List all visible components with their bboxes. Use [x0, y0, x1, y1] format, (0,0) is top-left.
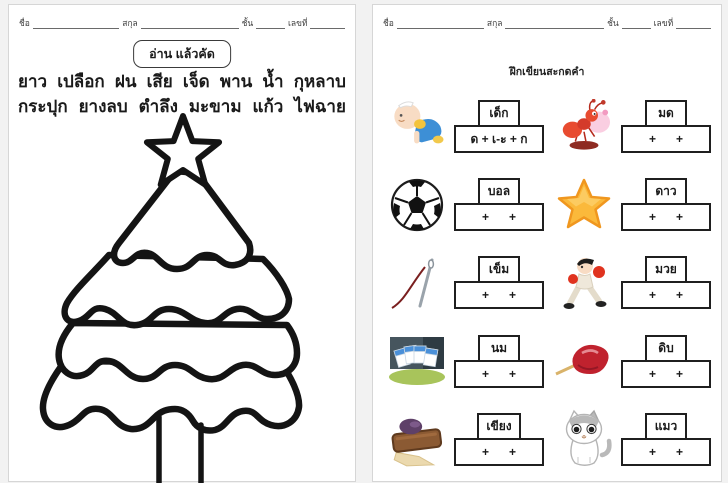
spelling-item-chopping-board	[385, 401, 546, 479]
answer-boxes	[621, 335, 711, 388]
milk-icon	[385, 328, 449, 394]
spelling-box: + +	[454, 360, 544, 388]
student-info-header	[19, 18, 345, 29]
spelling-box: + +	[621, 203, 711, 231]
spelling-grid	[385, 87, 713, 479]
word-box: ดาว	[645, 178, 687, 205]
name-label: ชื่อ	[383, 18, 394, 28]
class-label: ชั้น	[241, 18, 254, 28]
word: กระปุก	[18, 97, 68, 116]
needle-icon	[385, 250, 449, 316]
spelling-box: + +	[454, 438, 544, 466]
spelling-item-ball	[385, 165, 546, 243]
word: พาน	[219, 72, 253, 91]
cat-icon	[552, 407, 616, 473]
star-icon	[552, 172, 616, 238]
christmas-tree-outline-icon	[9, 109, 357, 483]
answer-boxes	[454, 100, 544, 153]
worksheet-page-spelling	[372, 4, 722, 482]
spelling-box: + +	[454, 203, 544, 231]
spelling-item-raw-meat	[552, 322, 713, 400]
spelling-item-boxing	[552, 244, 713, 322]
surname-blank-line	[141, 18, 239, 29]
word: แก้ว	[252, 97, 284, 116]
word: ไฟฉาย	[294, 97, 346, 116]
word-box: แมว	[645, 413, 687, 440]
spelling-item-ant	[552, 87, 713, 165]
word-box: เด็ก	[478, 100, 520, 127]
word: เสีย	[146, 72, 173, 91]
class-blank-line	[256, 18, 285, 29]
class-blank-line	[622, 18, 651, 29]
number-blank-line	[676, 18, 711, 29]
number-label: เลขที่	[287, 18, 308, 28]
word-line-1	[18, 69, 346, 94]
spelling-box: + +	[621, 438, 711, 466]
answer-boxes	[621, 256, 711, 309]
answer-boxes	[454, 413, 544, 466]
spelling-item-cat	[552, 401, 713, 479]
word: ยางลบ	[78, 97, 128, 116]
chopping-board-icon	[385, 407, 449, 473]
class-label: ชั้น	[607, 18, 619, 28]
word: กุหลาบ	[293, 72, 346, 91]
spelling-box: + +	[621, 281, 711, 309]
word-box: นม	[478, 335, 520, 362]
surname-label: สกุล	[486, 18, 503, 28]
baby-icon	[385, 93, 449, 159]
number-blank-line	[310, 18, 345, 29]
word-box: บอล	[478, 178, 520, 205]
word: ตำลึง	[138, 97, 178, 116]
answer-boxes	[621, 100, 711, 153]
word-box: เข็ม	[478, 256, 520, 283]
answer-boxes	[621, 413, 711, 466]
word-box: มด	[645, 100, 687, 127]
word: เปลือก	[57, 72, 105, 91]
worksheet-page-read-copy	[8, 4, 356, 482]
spelling-item-star	[552, 165, 713, 243]
word: น้ำ	[262, 72, 284, 91]
soccer-ball-icon	[385, 172, 449, 238]
surname-blank-line	[505, 18, 604, 29]
word-box: มวย	[645, 256, 687, 283]
surname-label: สกุล	[122, 18, 138, 28]
raw-meat-icon	[552, 328, 616, 394]
name-label: ชื่อ	[19, 18, 30, 28]
spelling-box: + +	[621, 125, 711, 153]
answer-boxes	[454, 178, 544, 231]
student-info-header	[383, 18, 711, 29]
word: มะขาม	[188, 97, 242, 116]
word: ฝน	[114, 72, 137, 91]
boxer-icon	[552, 250, 616, 316]
answer-boxes	[454, 335, 544, 388]
word: เจ็ด	[182, 72, 210, 91]
spelling-box: ด + เ-ะ + ก	[454, 125, 544, 153]
word: ยาว	[18, 72, 48, 91]
word-box: ดิบ	[645, 335, 687, 362]
spelling-item-baby	[385, 87, 546, 165]
answer-boxes	[454, 256, 544, 309]
number-label: เลขที่	[653, 18, 674, 28]
spelling-item-needle	[385, 244, 546, 322]
spelling-item-milk	[385, 322, 546, 400]
page-title: ฝึกเขียนสะกดคำ	[509, 66, 585, 78]
word-box: เขียง	[477, 413, 520, 440]
ant-icon	[552, 93, 616, 159]
instruction-box: อ่าน แล้วคัด	[133, 40, 231, 68]
answer-boxes	[621, 178, 711, 231]
name-blank-line	[33, 18, 119, 29]
spelling-box: + +	[621, 360, 711, 388]
name-blank-line	[397, 18, 484, 29]
spelling-box: + +	[454, 281, 544, 309]
